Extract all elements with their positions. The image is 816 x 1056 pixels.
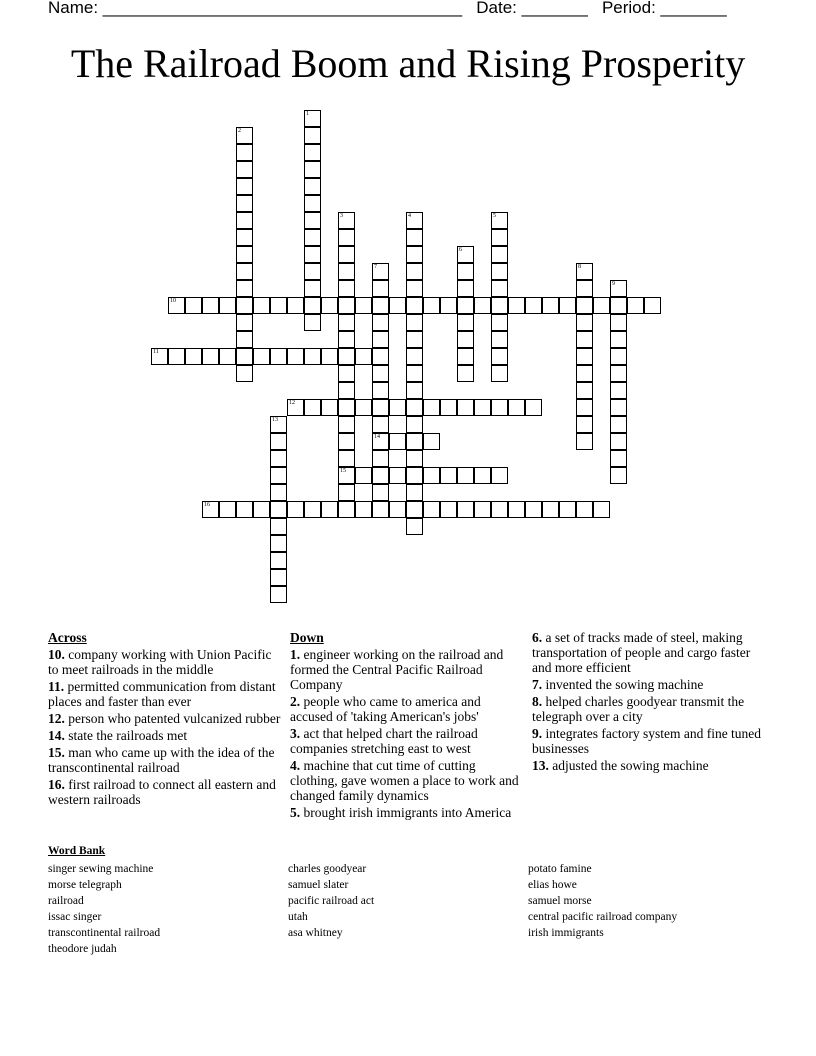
crossword-cell[interactable]	[508, 399, 525, 416]
crossword-cell[interactable]	[457, 348, 474, 365]
crossword-cell[interactable]	[457, 314, 474, 331]
word-bank-column-1	[48, 861, 160, 957]
crossword-cell[interactable]	[168, 297, 185, 314]
crossword-cell[interactable]	[372, 365, 389, 382]
crossword-cell[interactable]	[372, 280, 389, 297]
crossword-cell[interactable]	[491, 314, 508, 331]
crossword-cell[interactable]	[457, 280, 474, 297]
crossword-cell[interactable]	[287, 297, 304, 314]
crossword-cell[interactable]	[202, 501, 219, 518]
crossword-cell[interactable]	[389, 501, 406, 518]
crossword-cell[interactable]	[355, 297, 372, 314]
crossword-cell[interactable]	[593, 297, 610, 314]
crossword-cell[interactable]	[372, 399, 389, 416]
crossword-cell[interactable]	[321, 399, 338, 416]
crossword-cell[interactable]	[610, 348, 627, 365]
clue-number: 15.	[48, 745, 65, 760]
clue-number-label: 13	[272, 417, 278, 423]
crossword-cell[interactable]	[406, 518, 423, 535]
crossword-cell[interactable]	[372, 263, 389, 280]
clue-number: 6.	[532, 630, 543, 645]
crossword-cell[interactable]	[457, 331, 474, 348]
crossword-cell[interactable]	[423, 297, 440, 314]
crossword-cell[interactable]	[338, 314, 355, 331]
crossword-cell[interactable]	[270, 416, 287, 433]
clue-text: invented the sowing machine	[545, 677, 704, 692]
crossword-cell[interactable]	[610, 433, 627, 450]
page-title: The Railroad Boom and Rising Prosperity	[70, 41, 746, 86]
crossword-cell[interactable]	[304, 178, 321, 195]
clue-number: 2.	[290, 694, 301, 709]
clue-number-label: 12	[289, 400, 295, 406]
crossword-cell[interactable]	[338, 212, 355, 229]
crossword-cell[interactable]	[304, 127, 321, 144]
crossword-cell[interactable]	[406, 212, 423, 229]
crossword-cell[interactable]	[576, 263, 593, 280]
clue-item	[48, 711, 284, 726]
crossword-cell[interactable]	[372, 484, 389, 501]
word-bank-item: central pacific railroad company	[528, 911, 678, 923]
crossword-cell[interactable]	[406, 365, 423, 382]
crossword-cell[interactable]	[236, 212, 253, 229]
clue-number: 4.	[290, 758, 301, 773]
crossword-cell[interactable]	[406, 382, 423, 399]
crossword-cell[interactable]	[270, 535, 287, 552]
crossword-cell[interactable]	[236, 127, 253, 144]
word-bank-item: asa whitney	[288, 927, 343, 939]
word-bank-item: theodore judah	[48, 943, 117, 955]
crossword-cell[interactable]	[610, 280, 627, 297]
down-heading: Down	[290, 630, 324, 645]
crossword-cell[interactable]	[457, 365, 474, 382]
crossword-cell[interactable]	[491, 348, 508, 365]
crossword-cell[interactable]	[304, 212, 321, 229]
crossword-cell[interactable]	[236, 314, 253, 331]
crossword-cell[interactable]	[270, 569, 287, 586]
crossword-cell[interactable]	[576, 399, 593, 416]
clue-number-label: 5	[493, 213, 496, 219]
clue-number-label: 1	[306, 111, 309, 117]
crossword-cell[interactable]	[389, 297, 406, 314]
crossword-cell[interactable]	[304, 348, 321, 365]
crossword-cell[interactable]	[253, 297, 270, 314]
clue-number: 9.	[532, 726, 543, 741]
crossword-cell[interactable]	[576, 365, 593, 382]
crossword-cell[interactable]	[491, 365, 508, 382]
crossword-cell[interactable]	[474, 501, 491, 518]
crossword-cell[interactable]	[355, 399, 372, 416]
clue-number-label: 10	[170, 298, 176, 304]
crossword-cell[interactable]	[236, 297, 253, 314]
crossword-cell[interactable]	[219, 297, 236, 314]
crossword-cell[interactable]	[321, 297, 338, 314]
crossword-cell[interactable]	[491, 212, 508, 229]
crossword-cell[interactable]	[372, 297, 389, 314]
crossword-cell[interactable]	[406, 246, 423, 263]
clue-number-label: 7	[374, 264, 377, 270]
crossword-cell[interactable]	[576, 416, 593, 433]
crossword-cell[interactable]	[338, 484, 355, 501]
crossword-cell[interactable]	[406, 467, 423, 484]
clue-text: machine that cut time of cutting clothing, gave women a place to work and changed family dynamics	[290, 758, 519, 803]
crossword-cell[interactable]	[406, 297, 423, 314]
crossword-cell[interactable]	[338, 263, 355, 280]
crossword-cell[interactable]	[491, 246, 508, 263]
crossword-cell[interactable]	[372, 450, 389, 467]
word-bank-column-3	[528, 861, 677, 941]
crossword-cell[interactable]	[270, 484, 287, 501]
clue-number: 14.	[48, 728, 65, 743]
crossword-cell[interactable]	[304, 314, 321, 331]
crossword-cell[interactable]	[236, 348, 253, 365]
crossword-cell[interactable]	[270, 586, 287, 603]
crossword-cell[interactable]	[389, 433, 406, 450]
crossword-cell[interactable]	[236, 331, 253, 348]
word-bank-item: elias howe	[528, 879, 577, 891]
clue-item	[290, 805, 522, 820]
crossword-cell[interactable]	[338, 246, 355, 263]
crossword-cell[interactable]	[491, 331, 508, 348]
crossword-cell[interactable]	[287, 501, 304, 518]
crossword-cell[interactable]	[491, 263, 508, 280]
clue-item	[290, 758, 522, 803]
crossword-cell[interactable]	[491, 399, 508, 416]
clue-text: state the railroads met	[68, 728, 188, 743]
crossword-cell[interactable]	[525, 399, 542, 416]
clue-item	[48, 647, 284, 677]
crossword-cell[interactable]	[372, 314, 389, 331]
clue-number: 8.	[532, 694, 543, 709]
crossword-cell[interactable]	[457, 297, 474, 314]
crossword-cell[interactable]	[253, 348, 270, 365]
crossword-cell[interactable]	[219, 348, 236, 365]
clue-number: 5.	[290, 805, 301, 820]
crossword-cell[interactable]	[219, 501, 236, 518]
crossword-cell[interactable]	[542, 501, 559, 518]
crossword-cell[interactable]	[338, 229, 355, 246]
crossword-cell[interactable]	[423, 433, 440, 450]
crossword-cell[interactable]	[440, 399, 457, 416]
crossword-cell[interactable]	[576, 433, 593, 450]
crossword-cell[interactable]	[304, 399, 321, 416]
crossword-cell[interactable]	[372, 348, 389, 365]
crossword-cell[interactable]	[491, 229, 508, 246]
clue-number-label: 14	[374, 434, 380, 440]
crossword-cell[interactable]	[202, 297, 219, 314]
clue-text: first railroad to connect all eastern and western railroads	[48, 777, 276, 807]
crossword-cell[interactable]	[406, 501, 423, 518]
crossword-cell[interactable]	[287, 399, 304, 416]
clue-item	[532, 758, 764, 773]
crossword-cell[interactable]	[406, 229, 423, 246]
clue-text: person who patented vulcanized rubber	[68, 711, 281, 726]
crossword-cell[interactable]	[338, 365, 355, 382]
crossword-cell[interactable]	[372, 382, 389, 399]
crossword-cell[interactable]	[610, 467, 627, 484]
crossword-cell[interactable]	[372, 501, 389, 518]
clue-text: adjusted the sowing machine	[552, 758, 709, 773]
word-bank-item: irish immigrants	[528, 927, 604, 939]
clue-number-label: 4	[408, 213, 411, 219]
crossword-cell[interactable]	[457, 501, 474, 518]
clue-text: integrates factory system and fine tuned businesses	[532, 726, 762, 756]
crossword-cell[interactable]	[287, 348, 304, 365]
crossword-cell[interactable]	[457, 399, 474, 416]
crossword-cell[interactable]	[491, 280, 508, 297]
clue-item	[48, 745, 284, 775]
clue-number-label: 11	[153, 349, 159, 355]
crossword-cell[interactable]	[474, 399, 491, 416]
clue-item	[48, 728, 284, 743]
crossword-cell[interactable]	[389, 467, 406, 484]
crossword-cell[interactable]	[236, 195, 253, 212]
crossword-cell[interactable]	[406, 450, 423, 467]
crossword-cell[interactable]	[338, 280, 355, 297]
crossword-cell[interactable]	[355, 467, 372, 484]
clue-number: 10.	[48, 647, 65, 662]
word-bank-item: singer sewing machine	[48, 863, 154, 875]
crossword-cell[interactable]	[270, 518, 287, 535]
crossword-cell[interactable]	[542, 297, 559, 314]
clue-number: 11.	[48, 679, 65, 694]
crossword-cell[interactable]	[406, 263, 423, 280]
crossword-cell[interactable]	[202, 348, 219, 365]
clue-text: permitted communication from distant places and faster than ever	[48, 679, 276, 709]
crossword-cell[interactable]	[372, 433, 389, 450]
clue-text: helped charles goodyear transmit the telegraph over a city	[532, 694, 745, 724]
crossword-cell[interactable]	[389, 399, 406, 416]
crossword-cell[interactable]	[457, 263, 474, 280]
crossword-cell[interactable]	[338, 382, 355, 399]
crossword-cell[interactable]	[474, 297, 491, 314]
crossword-cell[interactable]	[355, 501, 372, 518]
crossword-cell[interactable]	[491, 501, 508, 518]
crossword-cell[interactable]	[236, 501, 253, 518]
crossword-cell[interactable]	[610, 399, 627, 416]
crossword-cell[interactable]	[270, 552, 287, 569]
crossword-cell[interactable]	[338, 450, 355, 467]
crossword-cell[interactable]	[168, 348, 185, 365]
crossword-cell[interactable]	[576, 348, 593, 365]
crossword-cell[interactable]	[440, 297, 457, 314]
crossword-cell[interactable]	[355, 348, 372, 365]
crossword-cell[interactable]	[610, 314, 627, 331]
crossword-cell[interactable]	[559, 501, 576, 518]
crossword-cell[interactable]	[304, 501, 321, 518]
crossword-cell[interactable]	[338, 348, 355, 365]
clue-number-label: 3	[340, 213, 343, 219]
crossword-cell[interactable]	[440, 467, 457, 484]
crossword-cell[interactable]	[372, 416, 389, 433]
clue-text: people who came to america and accused of 'taking American's jobs'	[290, 694, 481, 724]
crossword-cell[interactable]	[406, 484, 423, 501]
crossword-cell[interactable]	[423, 399, 440, 416]
crossword-cell[interactable]	[576, 314, 593, 331]
name-date-period-line: Name: ______________________________________ Date: _______ Period: _______	[48, 0, 727, 17]
crossword-cell[interactable]	[610, 450, 627, 467]
down-clues-continued	[532, 630, 764, 775]
crossword-cell[interactable]	[406, 348, 423, 365]
clue-text: man who came up with the idea of the transcontinental railroad	[48, 745, 275, 775]
crossword-cell[interactable]	[304, 144, 321, 161]
crossword-cell[interactable]	[236, 161, 253, 178]
clue-item	[48, 777, 284, 807]
clue-number-label: 15	[340, 468, 346, 474]
clue-item	[290, 647, 522, 692]
crossword-cell[interactable]	[338, 416, 355, 433]
word-bank-item: issac singer	[48, 911, 102, 923]
crossword-cell[interactable]	[304, 110, 321, 127]
crossword-cell[interactable]	[508, 297, 525, 314]
clue-number-label: 16	[204, 502, 210, 508]
crossword-cell[interactable]	[559, 297, 576, 314]
crossword-cell[interactable]	[321, 501, 338, 518]
crossword-cell[interactable]	[508, 501, 525, 518]
crossword-cell[interactable]	[406, 280, 423, 297]
crossword-cell[interactable]	[610, 365, 627, 382]
crossword-cell[interactable]	[423, 501, 440, 518]
word-bank-item: pacific railroad act	[288, 895, 375, 907]
crossword-cell[interactable]	[270, 450, 287, 467]
word-bank-item: potato famine	[528, 863, 592, 875]
clue-item	[532, 630, 764, 675]
crossword-cell[interactable]	[610, 382, 627, 399]
crossword-cell[interactable]	[185, 297, 202, 314]
down-clues	[290, 630, 522, 822]
crossword-cell[interactable]	[525, 501, 542, 518]
crossword-cell[interactable]	[270, 467, 287, 484]
word-bank-item: utah	[288, 911, 308, 923]
crossword-cell[interactable]	[304, 246, 321, 263]
clue-text: engineer working on the railroad and formed the Central Pacific Railroad Company	[290, 647, 504, 692]
crossword-cell[interactable]	[610, 297, 627, 314]
clue-number-label: 9	[612, 281, 615, 287]
crossword-cell[interactable]	[236, 178, 253, 195]
crossword-cell[interactable]	[270, 348, 287, 365]
crossword-cell[interactable]	[406, 314, 423, 331]
crossword-cell[interactable]	[185, 348, 202, 365]
crossword-cell[interactable]	[457, 246, 474, 263]
crossword-cell[interactable]	[576, 501, 593, 518]
crossword-cell[interactable]	[236, 144, 253, 161]
crossword-cell[interactable]	[338, 501, 355, 518]
crossword-cell[interactable]	[338, 297, 355, 314]
clue-number-label: 2	[238, 128, 241, 134]
crossword-cell[interactable]	[576, 331, 593, 348]
clue-number-label: 6	[459, 247, 462, 253]
clue-number: 16.	[48, 777, 65, 792]
clue-item	[532, 726, 764, 756]
crossword-cell[interactable]	[474, 467, 491, 484]
clue-number: 12.	[48, 711, 65, 726]
clue-text: company working with Union Pacific to meet railroads in the middle	[48, 647, 272, 677]
crossword-cell[interactable]	[270, 501, 287, 518]
crossword-cell[interactable]	[304, 195, 321, 212]
crossword-cell[interactable]	[236, 229, 253, 246]
clue-number: 3.	[290, 726, 301, 741]
crossword-cell[interactable]	[236, 263, 253, 280]
crossword-cell[interactable]	[644, 297, 661, 314]
clue-item	[532, 694, 764, 724]
crossword-cell[interactable]	[406, 416, 423, 433]
crossword-cell[interactable]	[236, 280, 253, 297]
across-clues	[48, 630, 284, 809]
crossword-cell[interactable]	[610, 331, 627, 348]
crossword-cell[interactable]	[423, 467, 440, 484]
crossword-cell[interactable]	[593, 501, 610, 518]
crossword-cell[interactable]	[304, 161, 321, 178]
clue-number: 13.	[532, 758, 549, 773]
word-bank-item: charles goodyear	[288, 863, 367, 875]
across-heading: Across	[48, 630, 87, 645]
crossword-cell[interactable]	[372, 331, 389, 348]
crossword-cell[interactable]	[406, 399, 423, 416]
crossword-cell[interactable]	[576, 382, 593, 399]
clue-number: 7.	[532, 677, 543, 692]
crossword-cell[interactable]	[440, 501, 457, 518]
word-bank-item: samuel morse	[528, 895, 592, 907]
clue-number-label: 8	[578, 264, 581, 270]
clue-item	[48, 679, 284, 709]
word-bank-title: Word Bank	[48, 845, 106, 857]
crossword-cell[interactable]	[372, 467, 389, 484]
crossword-cell[interactable]	[253, 501, 270, 518]
clue-text: a set of tracks made of steel, making transportation of people and cargo faster and more efficient	[532, 630, 751, 675]
clue-item	[532, 677, 764, 692]
crossword-cell[interactable]	[338, 467, 355, 484]
clue-number: 1.	[290, 647, 301, 662]
crossword-cell[interactable]	[457, 467, 474, 484]
crossword-cell[interactable]	[406, 433, 423, 450]
word-bank-item: morse telegraph	[48, 879, 122, 891]
crossword-cell[interactable]	[304, 263, 321, 280]
crossword-cell[interactable]	[304, 229, 321, 246]
crossword-cell[interactable]	[627, 297, 644, 314]
word-bank-item: transcontinental railroad	[48, 927, 161, 939]
clue-item	[290, 694, 522, 724]
word-bank-item: railroad	[48, 895, 84, 907]
crossword-cell[interactable]	[304, 280, 321, 297]
crossword-cell[interactable]	[576, 297, 593, 314]
crossword-cell[interactable]	[491, 297, 508, 314]
clue-text: brought irish immigrants into America	[303, 805, 512, 820]
crossword-cell[interactable]	[338, 433, 355, 450]
crossword-cell[interactable]	[576, 280, 593, 297]
clue-item	[290, 726, 522, 756]
crossword-cell[interactable]	[525, 297, 542, 314]
crossword-cell[interactable]	[321, 348, 338, 365]
word-bank-column-2	[288, 861, 374, 941]
crossword-cell[interactable]	[236, 246, 253, 263]
crossword-cell[interactable]	[491, 467, 508, 484]
crossword-cell[interactable]	[270, 297, 287, 314]
clue-text: act that helped chart the railroad companies stretching east to west	[290, 726, 478, 756]
crossword-cell[interactable]	[338, 399, 355, 416]
crossword-cell[interactable]	[406, 331, 423, 348]
crossword-cell[interactable]	[270, 433, 287, 450]
word-bank-item: samuel slater	[288, 879, 349, 891]
crossword-cell[interactable]	[236, 365, 253, 382]
crossword-cell[interactable]	[151, 348, 168, 365]
crossword-cell[interactable]	[304, 297, 321, 314]
crossword-cell[interactable]	[610, 416, 627, 433]
crossword-cell[interactable]	[338, 331, 355, 348]
